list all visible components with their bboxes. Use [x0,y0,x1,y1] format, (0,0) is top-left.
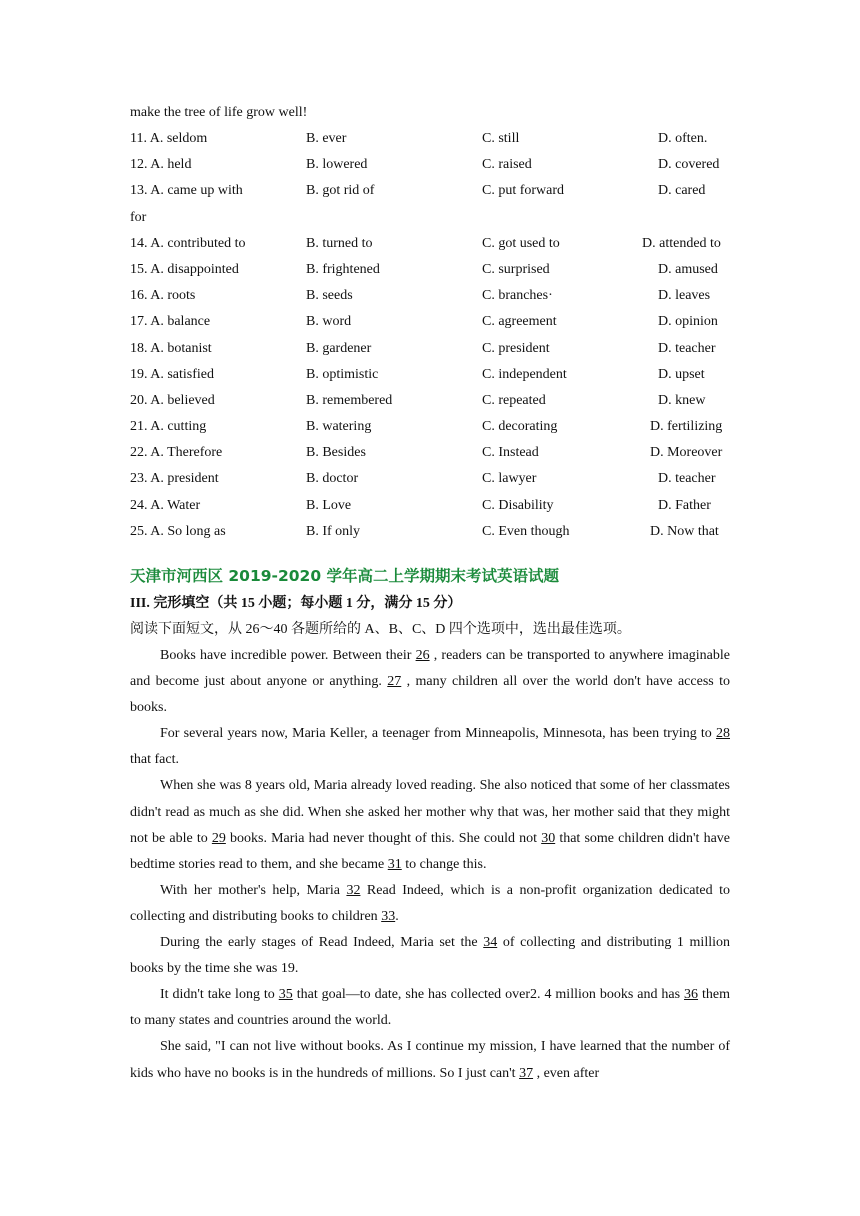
option-d: D. Father [658,497,711,513]
option-row [130,336,730,362]
option-d: D. amused [658,261,718,277]
option-d: D. teacher [658,471,716,487]
blank-number: 26 [415,648,430,663]
passage-paragraph [130,721,730,773]
option-b: B. frightened [306,261,380,277]
option-a: 23. A. president [130,471,219,487]
option-row [130,440,730,466]
blank-number: 35 [278,987,293,1003]
text-run: With her mother's help, Maria [160,882,347,898]
text-run: She said, "I can not live without books. As I continue my mission, I have learned that the number of kids who have no books is in the hundreds of millions. So I just can't [130,1039,730,1081]
blank-number: 29 [211,830,226,846]
option-c: C. lawyer [482,471,537,487]
text-run: , even after [533,1065,600,1081]
option-a: 12. A. held [130,157,192,173]
option-b: B. word [306,314,352,330]
option-c: C. surprised [482,261,550,277]
option-c: C. agreement [482,314,557,330]
option-a: 11. A. seldom [130,131,208,146]
option-row [130,519,730,545]
option-d: D. covered [658,157,720,173]
blank-number: 30 [541,830,556,846]
option-a: 18. A. botanist [130,340,212,356]
option-a: 21. A. cutting [130,419,207,435]
text-run: When she was 8 years old, Maria already loved reading. She also noticed that some of her classmates didn't read as much as she did. When she asked her mother why that was, her mother said that they might not be able to [130,778,730,846]
text-run: During the early stages of Read Indeed, Maria set the [160,935,484,951]
text-run: , many children all over the world don't have access to books. [130,674,730,716]
option-c: C. Even though [482,523,570,539]
document-page [130,100,730,1087]
option-b: B. optimistic [306,366,379,382]
options-table [130,126,730,545]
option-b: B. remembered [306,392,393,408]
option-c: C. put forward [482,183,565,199]
text-run: that some children didn't have bedtime stories read to them, and she became [130,830,731,872]
option-continuation: for [130,209,147,225]
option-b: B. watering [306,419,372,435]
blank-number: 28 [716,726,730,742]
text-run: to change this. [401,856,487,872]
option-d: D. upset [658,366,705,382]
option-a: 13. A. came up with [130,183,243,199]
passage-paragraph [130,773,730,877]
passage-paragraph [130,1034,730,1086]
option-c: C. decorating [482,419,558,435]
option-b: B. doctor [306,471,359,487]
passage-paragraph [130,982,730,1034]
option-d: D. attended to [642,235,721,251]
text-run: It didn't take long to [160,987,279,1003]
option-c: C. president [482,340,550,356]
blank-number: 34 [483,935,498,951]
passage-paragraph [130,878,730,930]
option-c: C. Instead [482,445,539,461]
option-b: B. If only [306,523,361,539]
option-row [130,362,730,388]
option-row [130,152,730,178]
text-run: Books have incredible power. Between their [160,648,416,663]
option-b: B. lowered [306,157,368,173]
text-run: them to many states and countries around the world. [130,987,730,1029]
option-c: C. got used to [482,235,560,251]
text-run: . [395,908,399,924]
option-b: B. turned to [306,235,373,251]
option-row [130,388,730,414]
option-d: D. fertilizing [650,419,723,435]
intro-line: make the tree of life grow well! [130,105,308,120]
option-d: D. cared [658,183,706,199]
option-row [130,283,730,309]
option-row [130,257,730,283]
option-a: 15. A. disappointed [130,261,239,277]
option-row [130,309,730,335]
option-d: D. Moreover [650,445,723,461]
option-a: 24. A. Water [130,497,201,513]
option-a: 20. A. believed [130,392,215,408]
option-row [130,231,730,257]
section-title: 天津市河西区 2019-2020 学年高二上学期期末考试英语试题 [130,567,560,585]
option-d: D. opinion [658,314,718,330]
passage-paragraph [130,643,730,721]
option-a: 17. A. balance [130,314,211,330]
text-run: For several years now, Maria Keller, a teenager from Minneapolis, Minnesota, has been trying to [160,726,716,742]
option-d: D. knew [658,392,706,408]
option-row [130,493,730,519]
option-a: 16. A. roots [130,288,196,304]
passage-paragraph [130,930,730,982]
text-run: Read Indeed, which is a non-profit organization dedicated to collecting and distributing books to children [130,882,730,924]
blank-number: 36 [684,987,699,1003]
option-row-wrap [130,205,730,231]
blank-number: 33 [381,908,396,924]
option-b: B. Besides [306,445,366,461]
option-c: C. raised [482,157,532,173]
instruction-text: 阅读下面短文，从 26～40 各题所给的 A、B、C、D 四个选项中，选出最佳选项。 [130,622,631,637]
option-row [130,414,730,440]
text-run: of collecting and distributing 1 million books by the time she was 19. [130,935,730,977]
blank-number: 27 [387,674,402,690]
option-a: 19. A. satisfied [130,366,214,382]
option-c: C. still [482,131,520,146]
blank-number: 37 [519,1065,534,1081]
option-d: D. leaves [658,288,711,304]
option-c: C. repeated [482,392,546,408]
option-a: 22. A. Therefore [130,445,223,461]
blank-number: 32 [346,882,361,898]
text-run: that goal—to date, she has collected over2. 4 million books and has [292,987,685,1003]
part-title: III. 完形填空（共 15 小题；每小题 1 分，满分 15 分） [130,596,462,611]
text-run: books. Maria had never thought of this. She could not [225,830,542,846]
option-c: C. Disability [482,497,554,513]
option-b: B. Love [306,497,352,513]
option-row [130,126,730,152]
option-a: 25. A. So long as [130,523,226,539]
text-run: , readers can be transported to anywhere imaginable and become just about anyone or anything. [130,648,730,690]
option-d: D. teacher [658,340,716,356]
option-b: B. ever [306,131,347,146]
option-c: C. branches· [482,288,553,304]
option-row [130,466,730,492]
option-a: 14. A. contributed to [130,235,246,251]
blank-number: 31 [387,856,402,872]
option-b: B. seeds [306,288,353,304]
option-c: C. independent [482,366,567,382]
option-b: B. got rid of [306,183,375,199]
option-b: B. gardener [306,340,372,356]
option-d: D. Now that [650,523,719,539]
option-row [130,178,730,204]
option-d: D. often. [658,131,708,146]
text-run: that fact. [130,752,179,768]
